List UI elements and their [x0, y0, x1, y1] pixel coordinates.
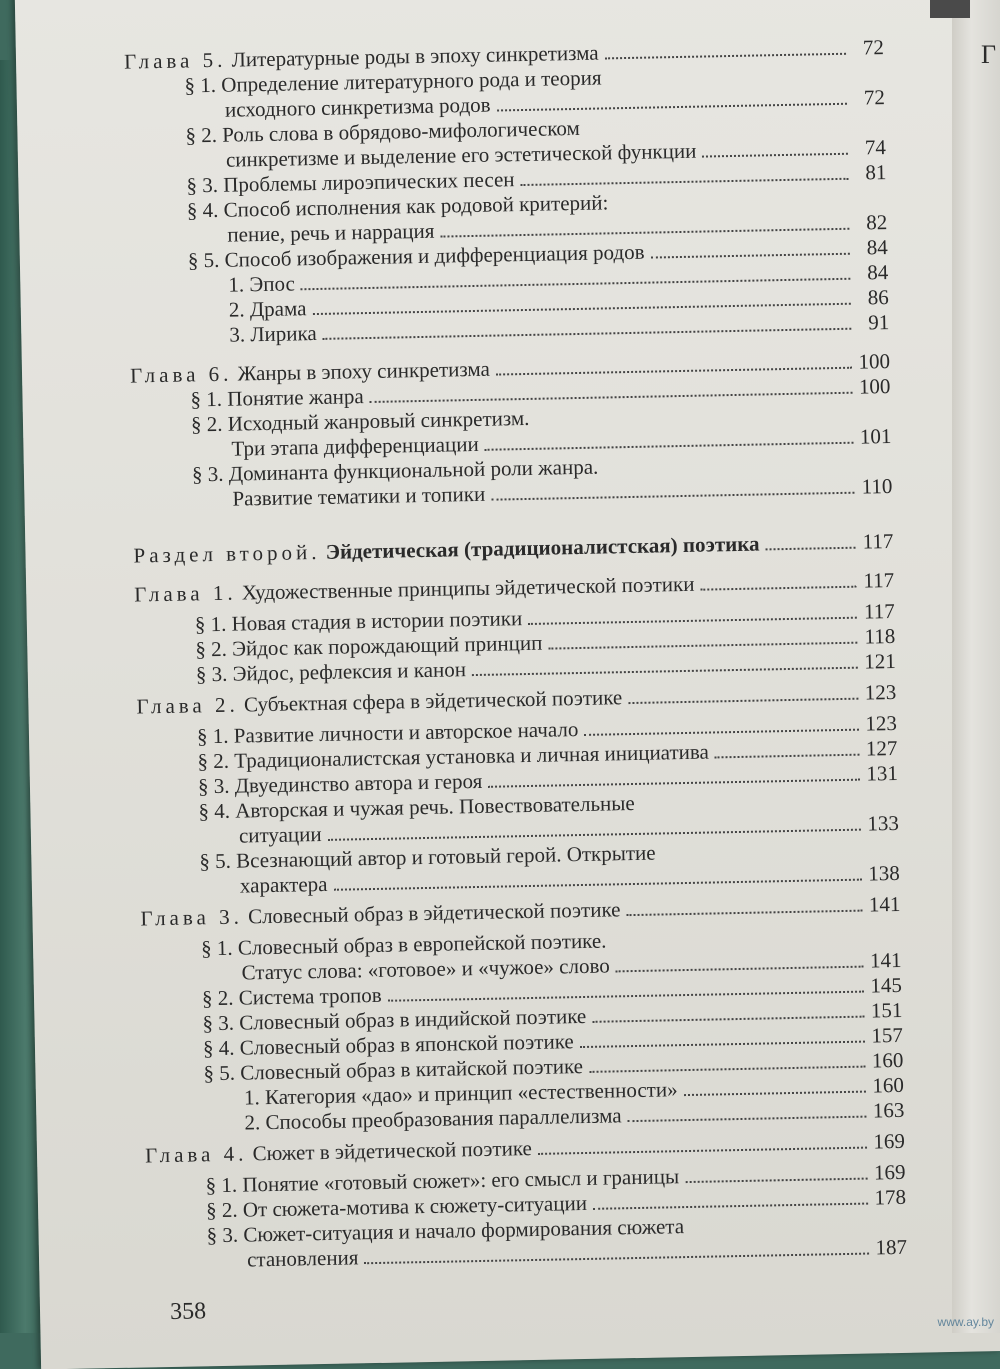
entry-line: § 5. Всезнающий автор и готовый герой. Открытие — [199, 840, 656, 874]
page-ref: 86 — [867, 285, 889, 310]
chapter-title: Художественные принципы эйдетической поэтики — [241, 571, 695, 605]
dot-leader — [365, 1253, 870, 1265]
dot-leader — [488, 779, 860, 788]
entry-line: § 1. Понятие «готовый сюжет»: его смысл и границы — [205, 1164, 680, 1198]
page-ref: 138 — [868, 860, 901, 886]
entry-line: § 5. Способ изображения и дифференциация родов — [187, 239, 645, 273]
toc-subitem-entry-text — [229, 296, 307, 322]
page-ref: 145 — [870, 972, 903, 998]
dot-leader — [589, 1066, 865, 1073]
next-page-edge — [952, 0, 1000, 1333]
dot-leader — [766, 547, 856, 551]
entry-line: § 1. Словесный образ в европейской поэтике. — [200, 928, 607, 961]
dot-leader — [651, 253, 850, 259]
toc-paragraph-entry-text — [232, 482, 485, 512]
page-ref: 101 — [859, 423, 892, 449]
page-ref: 123 — [865, 710, 898, 736]
toc-paragraph-entry-text — [247, 1245, 359, 1272]
chapter-label: Глава 5. — [123, 47, 227, 74]
entry-line: § 2. Эйдос как порождающий принцип — [195, 630, 543, 662]
page-ref: 84 — [866, 235, 888, 260]
toc-paragraph-entry-text — [202, 983, 382, 1011]
chapter-label: Глава 2. — [136, 692, 239, 719]
toc-paragraph-entry-text — [196, 657, 467, 687]
page-ref: 82 — [866, 210, 888, 235]
page-ref: 131 — [866, 760, 899, 786]
entry-line: § 3. Сюжет-ситуация и начало формирования сюжета — [206, 1214, 685, 1248]
page-ref: 157 — [871, 1022, 904, 1048]
entry-line: § 1. Определение литературного рода и теория — [184, 65, 602, 98]
page-ref: 160 — [871, 1047, 904, 1073]
entry-line: исходного синкретизма родов — [224, 92, 491, 122]
dot-leader — [491, 492, 854, 501]
page-ref: 151 — [870, 997, 903, 1023]
toc-subitem-entry-text — [228, 271, 295, 297]
dot-leader — [715, 754, 860, 759]
page-ref: 81 — [865, 160, 887, 185]
page-ref: 91 — [867, 310, 890, 335]
page-ref: 117 — [862, 528, 894, 554]
page-ref: 123 — [864, 679, 897, 705]
page-ref: 187 — [875, 1234, 908, 1260]
entry-line: § 2. Традиционалистская установка и личная инициатива — [197, 739, 710, 774]
next-page-letter: Г — [980, 40, 996, 69]
page-ref: 121 — [863, 648, 896, 674]
entry-line: ситуации — [238, 821, 322, 848]
dot-leader — [580, 1041, 865, 1048]
entry-line: характера — [239, 871, 328, 898]
dot-leader — [701, 586, 857, 591]
dot-leader — [616, 966, 864, 973]
page-ref: 84 — [867, 260, 889, 285]
page-ref: 110 — [861, 473, 893, 499]
entry-line: § 1. Новая стадия в истории поэтики — [194, 606, 523, 637]
entry-line: § 2. Исходный жанровый синкретизм. — [190, 405, 530, 437]
dot-leader — [497, 103, 847, 112]
section-title: Эйдетическая (традиционалистская) поэтика — [325, 531, 760, 564]
page-ref: 127 — [865, 735, 898, 761]
entry-line: § 3. Эйдос, рефлексия и канон — [195, 657, 467, 687]
chapter-label: Глава 4. — [144, 1141, 248, 1168]
chapter-label: Глава 1. — [134, 580, 237, 607]
entry-line: синкретизме и выделение его эстетической функции — [225, 138, 697, 172]
entry-line: § 2. От сюжета-мотива к сюжету-ситуации — [205, 1190, 588, 1223]
entry-line: § 2. Система тропов — [201, 982, 382, 1011]
entry-line: § 3. Двуединство автора и героя — [197, 768, 483, 799]
entry-line: § 3. Словесный образ в индийской поэтике — [202, 1003, 587, 1036]
dot-leader — [548, 642, 857, 650]
dot-leader — [472, 667, 858, 676]
toc-subitem-entry-text — [229, 321, 317, 348]
page-ref: 72 — [863, 85, 886, 110]
book-page — [15, 0, 1000, 1369]
entry-line: Статус слова: «готовое» и «чужое» слово — [241, 953, 610, 985]
subitem-text: 2. Способы преобразования параллелизма — [244, 1103, 622, 1135]
dot-leader — [685, 1178, 867, 1184]
dot-leader — [684, 1091, 866, 1096]
subitem-text: 3. Лирика — [229, 320, 317, 347]
page-ref: 178 — [874, 1184, 907, 1210]
subitem-text: 1. Эпос — [228, 271, 296, 297]
toc-paragraph-entry-text — [190, 384, 364, 412]
entry-line: становления — [246, 1245, 359, 1272]
dot-leader — [485, 442, 854, 451]
toc-paragraph-entry-text — [239, 822, 322, 849]
chapter-title: Субъектная сфера в эйдетической поэтике — [243, 685, 623, 717]
entry-line: § 5. Словесный образ в китайской поэтике — [203, 1054, 584, 1086]
page-ref: 117 — [863, 598, 895, 624]
dot-leader — [592, 1016, 864, 1023]
entry-line: § 2. Роль слова в обрядово-мифологическом — [185, 115, 581, 148]
dot-leader — [628, 1116, 867, 1123]
page-ref: 141 — [869, 947, 902, 973]
entry-line: § 1. Развитие личности и авторское начало — [196, 717, 579, 749]
table-of-contents — [124, 35, 907, 1274]
section-label: Раздел второй. — [133, 539, 321, 568]
toc-paragraph-entry-text — [240, 872, 328, 899]
dot-leader — [593, 1203, 868, 1210]
corner-shadow — [930, 0, 970, 18]
page-ref: 74 — [864, 135, 887, 160]
dot-leader — [584, 729, 859, 736]
chapter-title: Жанры в эпоху синкретизма — [237, 356, 491, 386]
dot-leader — [605, 53, 846, 60]
entry-line: Три этапа дифференциации — [231, 431, 479, 461]
page-ref: 100 — [858, 348, 891, 374]
page-ref: 117 — [863, 567, 895, 593]
dot-leader — [528, 617, 857, 625]
page-ref: 141 — [868, 891, 901, 917]
page-number: 358 — [169, 1298, 207, 1325]
dot-leader — [496, 367, 852, 376]
page-ref: 169 — [873, 1159, 906, 1185]
chapter-title: Словесный образ в эйдетической поэтике — [247, 897, 621, 929]
dot-leader — [521, 178, 849, 186]
entry-line: § 3. Проблемы лироэпических песен — [186, 167, 515, 198]
chapter-title: Литературные роды в эпоху синкретизма — [231, 40, 599, 72]
dot-leader — [628, 698, 858, 704]
entry-line: § 4. Словесный образ в японской поэтике — [202, 1029, 574, 1061]
page-ref: 160 — [872, 1072, 905, 1098]
chapter-label: Глава 6. — [129, 361, 233, 388]
entry-line: § 3. Доминанта функциональной роли жанра. — [191, 454, 599, 487]
page-ref: 100 — [858, 373, 891, 399]
entry-line: § 4. Способ исполнения как родовой критерий: — [186, 190, 609, 223]
entry-line: § 4. Авторская и чужая речь. Повествовательные — [198, 790, 635, 824]
page-ref: 133 — [867, 810, 900, 836]
page-ref: 118 — [864, 623, 896, 649]
entry-line: Развитие тематики и топики — [232, 481, 486, 511]
subitem-text: 2. Драма — [228, 296, 307, 322]
page-ref: 169 — [873, 1128, 906, 1154]
dot-leader — [702, 153, 848, 158]
page-ref: 163 — [872, 1097, 905, 1123]
page-ref: 72 — [862, 35, 885, 60]
entry-line: пение, речь и наррация — [227, 218, 435, 247]
chapter-title: Сюжет в эйдетической поэтике — [252, 1136, 533, 1166]
dot-leader — [538, 1147, 867, 1155]
subitem-text: 1. Категория «дао» и принцип «естественности» — [243, 1077, 678, 1110]
dot-leader — [627, 910, 863, 917]
chapter-label: Глава 3. — [140, 904, 244, 931]
entry-line: § 1. Понятие жанра — [190, 384, 364, 412]
watermark: www.ay.by — [937, 1315, 994, 1329]
